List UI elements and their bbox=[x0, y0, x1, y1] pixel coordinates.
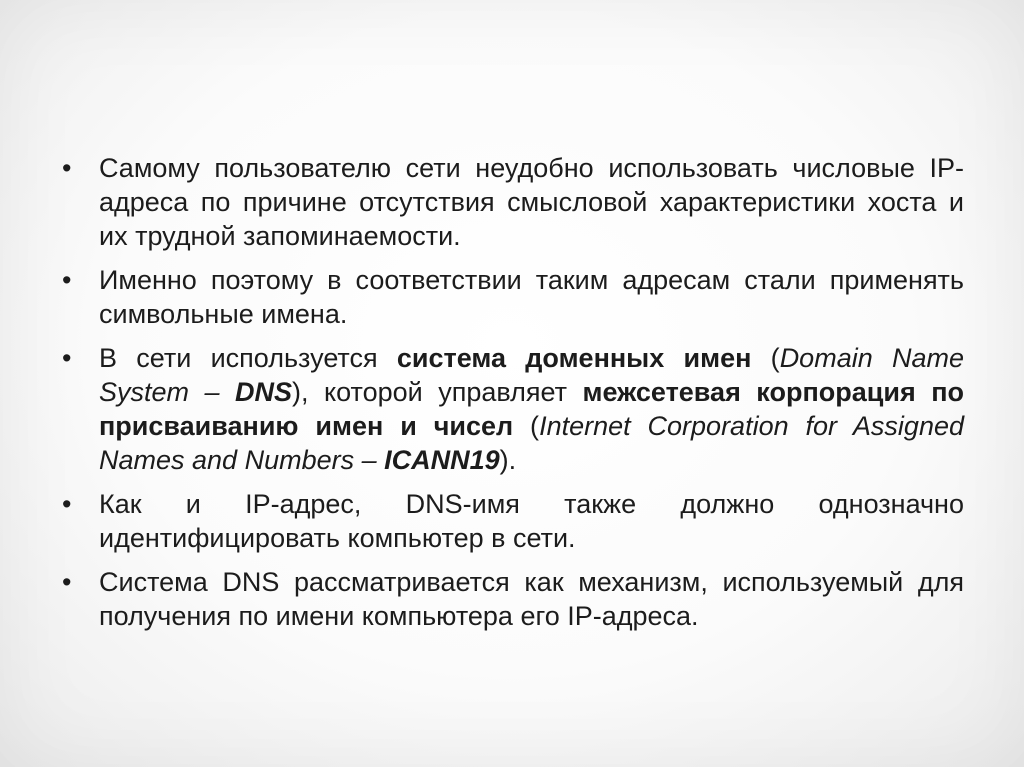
bullet-text-segment: В сети используется bbox=[99, 343, 397, 373]
bullet-item bbox=[62, 151, 964, 253]
bullet-text-segment: межсетевая корпорация по присваиванию имен и чисел bbox=[99, 377, 964, 441]
bullet-text-segment: ( bbox=[751, 343, 780, 373]
bullet-item bbox=[62, 487, 964, 555]
bullet-text-segment: DNS bbox=[235, 377, 293, 407]
bullet-dot-icon: • bbox=[62, 489, 72, 519]
bullet-dot-icon: • bbox=[62, 153, 72, 183]
bullet-item bbox=[62, 565, 964, 633]
bullet-text-segment: Domain Name System – bbox=[99, 343, 965, 407]
bullet-item bbox=[62, 341, 964, 477]
bullet-list bbox=[62, 151, 964, 633]
bullet-item bbox=[62, 263, 964, 331]
bullet-dot-icon: • bbox=[62, 567, 72, 597]
bullet-dot-icon: • bbox=[62, 265, 72, 295]
slide-body bbox=[62, 151, 964, 633]
bullet-text-segment: Как и IP-адрес, DNS-имя также должно однозначно идентифицировать компьютер в сети. bbox=[99, 489, 964, 553]
bullet-text-segment: Система DNS рассматривается как механизм, используемый для получения по имени компьютера его IP-адреса. bbox=[99, 567, 964, 631]
bullet-dot-icon: • bbox=[62, 343, 72, 373]
bullet-text-segment: Internet Corporation for Assigned Names and Numbers – bbox=[99, 411, 964, 475]
bullet-text-segment: ), которой управляет bbox=[292, 377, 583, 407]
bullet-text-segment: Именно поэтому в соответствии таким адресам стали применять символьные имена. bbox=[99, 265, 964, 329]
bullet-text-segment: ( bbox=[513, 411, 540, 441]
bullet-text-segment: система доменных имен bbox=[396, 343, 752, 373]
bullet-text-segment: ). bbox=[499, 445, 517, 475]
bullet-text-segment: Самому пользователю сети неудобно использовать числовые IP-адреса по причине отсутствия смысловой характеристики хоста и их трудной запоминаемости. bbox=[99, 153, 964, 251]
bullet-text-segment: ICANN19 bbox=[384, 445, 500, 475]
